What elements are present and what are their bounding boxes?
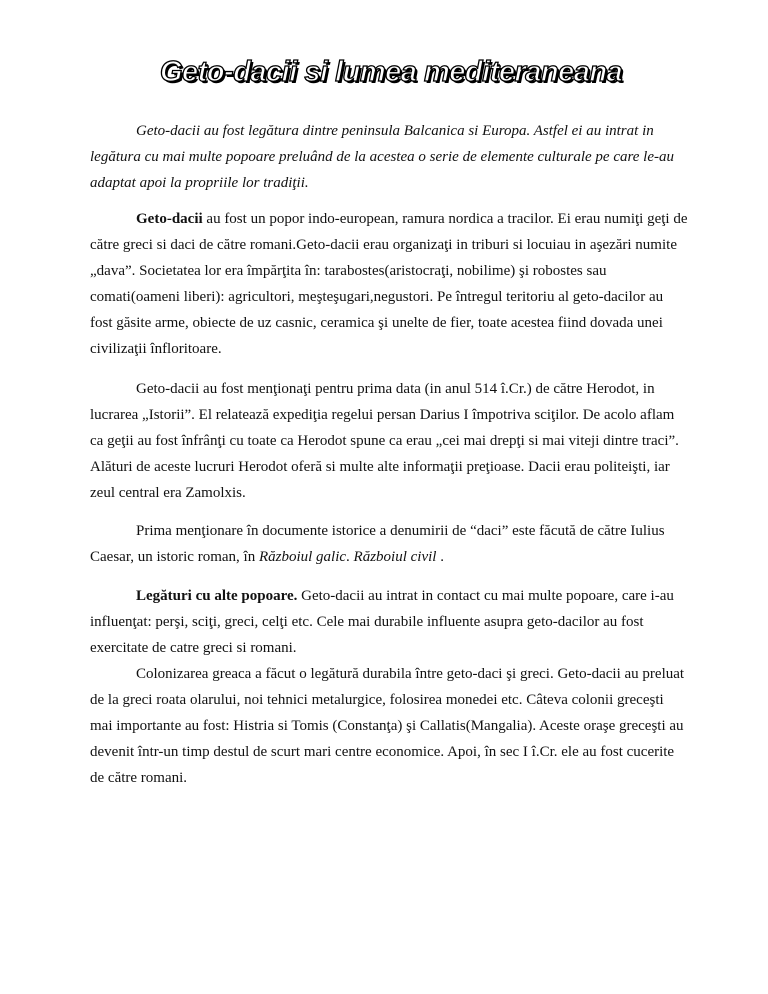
intro-paragraph [90,118,688,196]
paragraph-herodot [90,376,688,506]
paragraph-text: Geto-dacii au fost menţionaţi pentru prima data (in anul 514 î.Cr.) de către Herodot, in lucrarea „Istorii”. El relatează expediţia regelui persan Darius I împotriva sciţilor. De acolo aflam ca geţii au fost înfrânţi cu toate ca Herodot spune ca erau „cei mai drepţi si mai viteji dintre traci”. Alături de aceste lucruri Herodot oferă si multe alte informaţii preţioase. Dacii erau politeişti, iar zeul central era Zamolxis. [90,381,679,501]
paragraph-text: Geto-dacii au intrat in contact cu mai multe popoare, care i-au influenţat: perşi, sciţi, greci, celţi etc. Cele mai durabile influente asupra geto-dacilor au fost exercitate de catre greci si romani. [90,588,674,656]
paragraph-text: Colonizarea greaca a făcut o legătură durabila între geto-daci şi greci. Geto-dacii au preluat de la greci roata olarului, noi tehnici metalurgice, folosirea monedei etc. Câteva colonii greceşti mai importante au fost: Histria si Tomis (Constanţa) şi Callatis(Mangalia). Aceste oraşe greceşti au devenit într-un timp destul de scurt mari centre economice. Apoi, în sec I î.Cr. ele au fost cucerite de către romani. [90,666,685,786]
work-title: Războiul civil [353,549,437,565]
document-title: Geto-dacii si lumea mediteraneana [160,56,623,88]
paragraph-caesar [90,518,688,570]
paragraph-lead: Geto-dacii [136,211,203,227]
work-title: Războiul galic [258,549,347,565]
paragraph-geto-dacii [90,206,688,362]
paragraph-end: . [436,549,444,565]
paragraph-text: Prima menţionare în documente istorice a denumirii de “daci” este făcută de către Iulius Caesar, un istoric roman, în [90,523,665,565]
paragraph-lead: Legături cu alte popoare. [136,588,298,604]
paragraph-legaturi [90,583,688,661]
intro-text: Geto-dacii au fost legătura dintre peninsula Balcanica si Europa. Astfel ei au intrat in legătura cu mai multe popoare preluând de la acestea o serie de elemente culturale pe care le-au adaptat apoi la propriile lor tradiţii. [90,123,675,191]
paragraph-colonizare [90,661,688,791]
separator: . [346,549,354,565]
paragraph-text: au fost un popor indo-european, ramura nordica a tracilor. Ei erau numiţi geţi de către greci si daci de către romani.Geto-dacii erau organizaţi in triburi si locuiau in aşezări numite „dava”. Societatea lor era împărţita în: tarabostes(aristocraţi, nobilime) şi robostes sau comati(oameni liberi): agricultori, meşteşugari,negustori. Pe întregul teritoriu al geto-dacilor au fost găsite arme, obiecte de uz casnic, ceramica şi unelte de fier, toate acestea fiind dovada unei civilizaţii înfloritoare. [90,211,688,357]
